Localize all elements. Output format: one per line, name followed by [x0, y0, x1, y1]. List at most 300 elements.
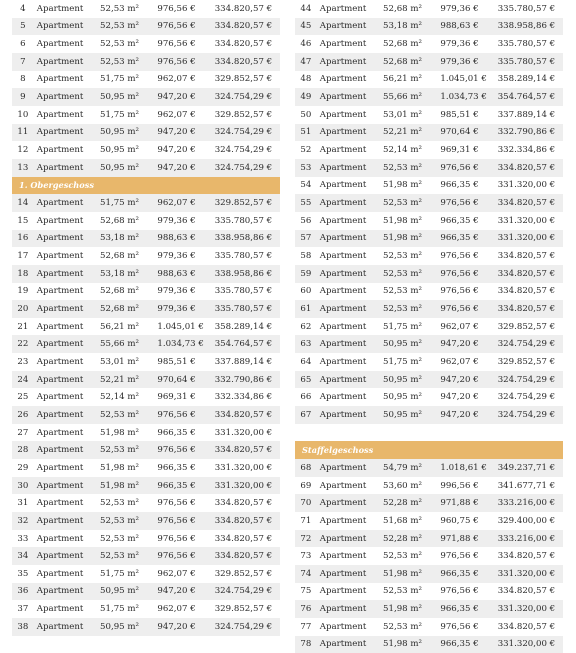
price-per-sqm: 979,36 €	[157, 251, 196, 262]
unit-area: 52,68 m²	[100, 286, 139, 297]
price-per-sqm: 966,35 €	[157, 462, 196, 473]
unit-price: 334.820,57 €	[497, 251, 556, 262]
price-per-sqm: 966,35 €	[157, 480, 196, 491]
unit-number: 77	[300, 621, 312, 632]
unit-area: 50,95 m²	[383, 374, 422, 385]
table-row	[12, 583, 280, 601]
unit-number: 73	[300, 551, 312, 562]
table-row	[12, 335, 280, 353]
unit-price: 332.334,86 €	[497, 145, 556, 156]
table-row	[12, 247, 280, 265]
unit-type: Apartment	[36, 339, 84, 350]
unit-type: Apartment	[36, 621, 84, 632]
unit-area: 53,18 m²	[100, 268, 139, 279]
table-row	[295, 371, 563, 389]
unit-type: Apartment	[36, 56, 84, 67]
unit-area: 52,53 m²	[383, 551, 422, 562]
table-row	[295, 318, 563, 336]
price-per-sqm: 962,07 €	[157, 604, 196, 615]
unit-price: 332.334,86 €	[214, 392, 273, 403]
unit-price: 338.958,86 €	[497, 21, 556, 32]
price-per-sqm: 966,35 €	[440, 639, 479, 650]
unit-price: 332.790,86 €	[214, 374, 273, 385]
unit-type: Apartment	[36, 215, 84, 226]
unit-area: 50,95 m²	[100, 92, 139, 103]
unit-number: 10	[17, 109, 29, 120]
unit-number: 58	[300, 251, 312, 262]
price-per-sqm: 976,56 €	[157, 445, 196, 456]
unit-price: 337.889,14 €	[214, 356, 273, 367]
left-rows-top	[12, 0, 280, 177]
unit-area: 53,01 m²	[383, 109, 422, 120]
unit-type: Apartment	[36, 127, 84, 138]
unit-type: Apartment	[36, 515, 84, 526]
price-per-sqm: 976,56 €	[440, 303, 479, 314]
unit-type: Apartment	[319, 198, 367, 209]
unit-number: 60	[300, 286, 312, 297]
price-per-sqm: 1.034,73 €	[440, 92, 487, 103]
table-row	[12, 283, 280, 301]
unit-number: 75	[300, 586, 312, 597]
unit-type: Apartment	[319, 39, 367, 50]
unit-number: 48	[300, 74, 312, 85]
unit-number: 53	[300, 162, 312, 173]
unit-type: Apartment	[36, 268, 84, 279]
unit-type: Apartment	[319, 74, 367, 85]
unit-price: 331.320,00 €	[214, 462, 273, 473]
unit-area: 52,14 m²	[100, 392, 139, 403]
price-per-sqm: 947,20 €	[157, 127, 196, 138]
unit-price: 334.820,57 €	[214, 56, 273, 67]
price-per-sqm: 979,36 €	[440, 56, 479, 67]
price-per-sqm: 962,07 €	[157, 74, 196, 85]
price-per-sqm: 976,56 €	[440, 621, 479, 632]
unit-price: 331.320,00 €	[214, 427, 273, 438]
table-row	[295, 283, 563, 301]
unit-area: 52,68 m²	[383, 56, 422, 67]
unit-type: Apartment	[319, 127, 367, 138]
table-row	[295, 35, 563, 53]
unit-price: 329.852,57 €	[214, 198, 273, 209]
unit-price: 331.320,00 €	[214, 480, 273, 491]
unit-price: 329.852,57 €	[497, 356, 556, 367]
unit-number: 31	[17, 498, 29, 509]
table-row	[12, 530, 280, 548]
unit-number: 17	[17, 251, 29, 262]
unit-type: Apartment	[36, 162, 84, 173]
unit-price: 334.820,57 €	[214, 551, 273, 562]
unit-type: Apartment	[319, 568, 367, 579]
unit-number: 59	[300, 268, 312, 279]
unit-number: 23	[17, 356, 29, 367]
unit-number: 19	[17, 286, 29, 297]
price-per-sqm: 976,56 €	[157, 39, 196, 50]
unit-number: 24	[17, 374, 29, 385]
unit-number: 34	[17, 551, 29, 562]
price-per-sqm: 971,88 €	[440, 498, 479, 509]
unit-price: 324.754,29 €	[497, 374, 556, 385]
unit-type: Apartment	[319, 409, 367, 420]
unit-type: Apartment	[36, 3, 84, 14]
table-row	[295, 636, 563, 653]
unit-type: Apartment	[319, 515, 367, 526]
unit-number: 38	[17, 621, 29, 632]
price-per-sqm: 976,56 €	[440, 251, 479, 262]
unit-type: Apartment	[36, 392, 84, 403]
price-per-sqm: 976,56 €	[440, 551, 479, 562]
unit-type: Apartment	[36, 39, 84, 50]
unit-price: 332.790,86 €	[497, 127, 556, 138]
unit-area: 51,98 m²	[383, 233, 422, 244]
table-row	[12, 194, 280, 212]
price-per-sqm: 970,64 €	[157, 374, 196, 385]
unit-number: 13	[17, 162, 29, 173]
unit-number: 54	[300, 180, 312, 191]
unit-type: Apartment	[319, 21, 367, 32]
unit-type: Apartment	[319, 586, 367, 597]
unit-price: 335.780,57 €	[497, 3, 556, 14]
unit-area: 52,68 m²	[100, 215, 139, 226]
table-row	[295, 0, 563, 18]
table-row	[12, 300, 280, 318]
table-row	[12, 388, 280, 406]
price-per-sqm: 962,07 €	[157, 109, 196, 120]
unit-number: 72	[300, 533, 312, 544]
unit-type: Apartment	[36, 251, 84, 262]
unit-type: Apartment	[319, 480, 367, 491]
table-row	[12, 106, 280, 124]
table-row	[12, 371, 280, 389]
table-row	[12, 318, 280, 336]
left-rows-bottom	[12, 194, 280, 635]
table-row	[12, 353, 280, 371]
price-per-sqm: 976,56 €	[157, 498, 196, 509]
unit-number: 56	[300, 215, 312, 226]
price-per-sqm: 1.018,61 €	[440, 462, 487, 473]
price-per-sqm: 985,51 €	[157, 356, 196, 367]
unit-type: Apartment	[36, 374, 84, 385]
section-title: 1. Obergeschoss	[19, 180, 94, 191]
price-per-sqm: 979,36 €	[440, 3, 479, 14]
price-per-sqm: 962,07 €	[440, 321, 479, 332]
price-per-sqm: 947,20 €	[440, 339, 479, 350]
unit-number: 78	[300, 639, 312, 650]
unit-price: 335.780,57 €	[214, 215, 273, 226]
unit-type: Apartment	[319, 339, 367, 350]
unit-area: 52,28 m²	[383, 498, 422, 509]
table-row	[295, 88, 563, 106]
price-per-sqm: 969,31 €	[440, 145, 479, 156]
price-per-sqm: 966,35 €	[157, 427, 196, 438]
table-row	[295, 230, 563, 248]
price-per-sqm: 988,63 €	[157, 268, 196, 279]
price-per-sqm: 966,35 €	[440, 568, 479, 579]
unit-area: 52,53 m²	[100, 56, 139, 67]
unit-number: 52	[300, 145, 312, 156]
table-row	[295, 494, 563, 512]
unit-price: 358.289,14 €	[497, 74, 556, 85]
unit-area: 53,01 m²	[100, 356, 139, 367]
unit-price: 324.754,29 €	[214, 586, 273, 597]
unit-number: 63	[300, 339, 312, 350]
unit-type: Apartment	[36, 568, 84, 579]
price-per-sqm: 962,07 €	[157, 198, 196, 209]
unit-area: 52,68 m²	[383, 39, 422, 50]
unit-area: 52,53 m²	[100, 445, 139, 456]
unit-area: 52,53 m²	[100, 515, 139, 526]
unit-number: 62	[300, 321, 312, 332]
price-per-sqm: 976,56 €	[440, 286, 479, 297]
price-per-sqm: 976,56 €	[157, 56, 196, 67]
right-rows-top	[295, 0, 563, 424]
unit-price: 334.820,57 €	[214, 445, 273, 456]
table-row	[295, 300, 563, 318]
unit-number: 68	[300, 462, 312, 473]
unit-area: 55,66 m²	[100, 339, 139, 350]
unit-price: 329.852,57 €	[214, 604, 273, 615]
unit-price: 334.820,57 €	[497, 286, 556, 297]
unit-type: Apartment	[319, 356, 367, 367]
unit-area: 51,68 m²	[383, 515, 422, 526]
unit-area: 51,98 m²	[383, 604, 422, 615]
unit-number: 21	[17, 321, 29, 332]
unit-type: Apartment	[319, 109, 367, 120]
unit-number: 6	[20, 39, 26, 50]
unit-area: 52,53 m²	[100, 409, 139, 420]
unit-area: 51,98 m²	[383, 215, 422, 226]
unit-price: 324.754,29 €	[214, 127, 273, 138]
unit-price: 334.820,57 €	[214, 3, 273, 14]
unit-price: 324.754,29 €	[497, 409, 556, 420]
unit-area: 52,53 m²	[100, 39, 139, 50]
table-row	[12, 71, 280, 89]
unit-price: 333.216,00 €	[497, 498, 556, 509]
price-per-sqm: 1.034,73 €	[157, 339, 204, 350]
unit-price: 329.852,57 €	[214, 109, 273, 120]
unit-type: Apartment	[319, 145, 367, 156]
price-per-sqm: 966,35 €	[440, 233, 479, 244]
price-per-sqm: 971,88 €	[440, 533, 479, 544]
table-row	[12, 441, 280, 459]
unit-price: 338.958,86 €	[214, 268, 273, 279]
price-per-sqm: 947,20 €	[440, 392, 479, 403]
unit-type: Apartment	[36, 198, 84, 209]
price-per-sqm: 976,56 €	[440, 586, 479, 597]
price-per-sqm: 947,20 €	[157, 621, 196, 632]
unit-number: 76	[300, 604, 312, 615]
unit-number: 51	[300, 127, 312, 138]
unit-type: Apartment	[319, 162, 367, 173]
unit-number: 14	[17, 198, 29, 209]
unit-price: 341.677,71 €	[497, 480, 556, 491]
price-per-sqm: 1.045,01 €	[157, 321, 204, 332]
unit-price: 324.754,29 €	[497, 339, 556, 350]
unit-number: 8	[20, 74, 26, 85]
unit-price: 334.820,57 €	[214, 498, 273, 509]
unit-area: 53,18 m²	[383, 21, 422, 32]
unit-area: 51,75 m²	[383, 356, 422, 367]
right-rows-bottom	[295, 459, 563, 653]
unit-area: 51,98 m²	[100, 462, 139, 473]
left-table	[12, 0, 280, 636]
table-row	[12, 547, 280, 565]
unit-type: Apartment	[36, 21, 84, 32]
unit-number: 45	[300, 21, 312, 32]
price-per-sqm: 979,36 €	[157, 215, 196, 226]
unit-area: 50,95 m²	[100, 586, 139, 597]
price-per-sqm: 996,56 €	[440, 480, 479, 491]
price-per-sqm: 976,56 €	[157, 3, 196, 14]
unit-price: 334.820,57 €	[214, 533, 273, 544]
unit-area: 50,95 m²	[100, 127, 139, 138]
unit-number: 44	[300, 3, 312, 14]
unit-price: 334.820,57 €	[497, 268, 556, 279]
unit-type: Apartment	[319, 551, 367, 562]
table-row	[295, 247, 563, 265]
table-row	[295, 353, 563, 371]
unit-area: 52,53 m²	[383, 586, 422, 597]
unit-type: Apartment	[36, 586, 84, 597]
unit-price: 335.780,57 €	[214, 303, 273, 314]
unit-price: 333.216,00 €	[497, 533, 556, 544]
unit-type: Apartment	[319, 233, 367, 244]
price-per-sqm: 976,56 €	[157, 515, 196, 526]
unit-number: 11	[17, 127, 29, 138]
unit-area: 52,53 m²	[100, 3, 139, 14]
unit-price: 334.820,57 €	[497, 303, 556, 314]
unit-number: 32	[17, 515, 29, 526]
unit-price: 324.754,29 €	[214, 145, 273, 156]
unit-price: 334.820,57 €	[214, 409, 273, 420]
unit-number: 22	[17, 339, 29, 350]
table-row	[12, 0, 280, 18]
price-per-sqm: 979,36 €	[440, 39, 479, 50]
unit-type: Apartment	[36, 356, 84, 367]
unit-price: 324.754,29 €	[214, 621, 273, 632]
table-row	[12, 477, 280, 495]
price-per-sqm: 976,56 €	[157, 409, 196, 420]
table-row	[12, 459, 280, 477]
unit-area: 53,18 m²	[100, 233, 139, 244]
table-row	[12, 141, 280, 159]
table-row	[295, 265, 563, 283]
unit-number: 49	[300, 92, 312, 103]
unit-price: 331.320,00 €	[497, 215, 556, 226]
unit-area: 51,98 m²	[383, 639, 422, 650]
price-per-sqm: 970,64 €	[440, 127, 479, 138]
price-per-sqm: 966,35 €	[440, 604, 479, 615]
unit-number: 57	[300, 233, 312, 244]
unit-type: Apartment	[319, 3, 367, 14]
price-per-sqm: 947,20 €	[157, 92, 196, 103]
price-per-sqm: 976,56 €	[440, 268, 479, 279]
unit-price: 349.237,71 €	[497, 462, 556, 473]
unit-type: Apartment	[319, 533, 367, 544]
unit-number: 30	[17, 480, 29, 491]
unit-area: 51,75 m²	[383, 321, 422, 332]
table-row	[12, 124, 280, 142]
unit-area: 50,95 m²	[100, 162, 139, 173]
unit-type: Apartment	[319, 604, 367, 615]
table-row	[295, 53, 563, 71]
unit-type: Apartment	[36, 74, 84, 85]
unit-type: Apartment	[36, 321, 84, 332]
table-row	[295, 512, 563, 530]
table-row	[295, 406, 563, 424]
table-row	[12, 18, 280, 36]
table-row	[12, 53, 280, 71]
unit-type: Apartment	[319, 392, 367, 403]
unit-area: 54,79 m²	[383, 462, 422, 473]
unit-area: 52,53 m²	[383, 286, 422, 297]
unit-area: 52,53 m²	[383, 162, 422, 173]
unit-area: 51,98 m²	[100, 480, 139, 491]
unit-type: Apartment	[319, 180, 367, 191]
unit-number: 55	[300, 198, 312, 209]
unit-type: Apartment	[319, 374, 367, 385]
unit-type: Apartment	[36, 551, 84, 562]
unit-type: Apartment	[36, 498, 84, 509]
unit-number: 29	[17, 462, 29, 473]
section-title: Staffelgeschoss	[302, 445, 374, 456]
price-per-sqm: 979,36 €	[157, 286, 196, 297]
price-per-sqm: 976,56 €	[440, 198, 479, 209]
unit-area: 50,95 m²	[383, 339, 422, 350]
unit-number: 74	[300, 568, 312, 579]
unit-price: 331.320,00 €	[497, 568, 556, 579]
unit-type: Apartment	[36, 409, 84, 420]
unit-price: 334.820,57 €	[497, 198, 556, 209]
unit-type: Apartment	[36, 92, 84, 103]
unit-area: 51,75 m²	[100, 604, 139, 615]
unit-type: Apartment	[319, 215, 367, 226]
unit-area: 51,75 m²	[100, 198, 139, 209]
unit-price: 324.754,29 €	[497, 392, 556, 403]
unit-type: Apartment	[36, 303, 84, 314]
unit-number: 50	[300, 109, 312, 120]
unit-number: 9	[20, 92, 26, 103]
unit-area: 52,53 m²	[383, 268, 422, 279]
table-row	[295, 459, 563, 477]
unit-area: 52,68 m²	[100, 251, 139, 262]
unit-number: 66	[300, 392, 312, 403]
price-per-sqm: 962,07 €	[157, 568, 196, 579]
unit-area: 52,53 m²	[383, 198, 422, 209]
unit-type: Apartment	[319, 92, 367, 103]
unit-area: 52,14 m²	[383, 145, 422, 156]
unit-type: Apartment	[36, 145, 84, 156]
price-per-sqm: 1.045,01 €	[440, 74, 487, 85]
unit-price: 335.780,57 €	[214, 286, 273, 297]
price-per-sqm: 969,31 €	[157, 392, 196, 403]
unit-number: 4	[20, 3, 26, 14]
unit-number: 12	[17, 145, 29, 156]
unit-price: 329.400,00 €	[497, 515, 556, 526]
unit-price: 324.754,29 €	[214, 162, 273, 173]
unit-type: Apartment	[319, 303, 367, 314]
unit-area: 52,53 m²	[100, 21, 139, 32]
table-row	[295, 530, 563, 548]
unit-number: 47	[300, 56, 312, 67]
table-row	[295, 335, 563, 353]
unit-price: 334.820,57 €	[214, 39, 273, 50]
unit-number: 28	[17, 445, 29, 456]
table-row	[295, 141, 563, 159]
unit-price: 334.820,57 €	[497, 162, 556, 173]
unit-area: 52,53 m²	[100, 498, 139, 509]
unit-price: 331.320,00 €	[497, 233, 556, 244]
unit-area: 52,28 m²	[383, 533, 422, 544]
